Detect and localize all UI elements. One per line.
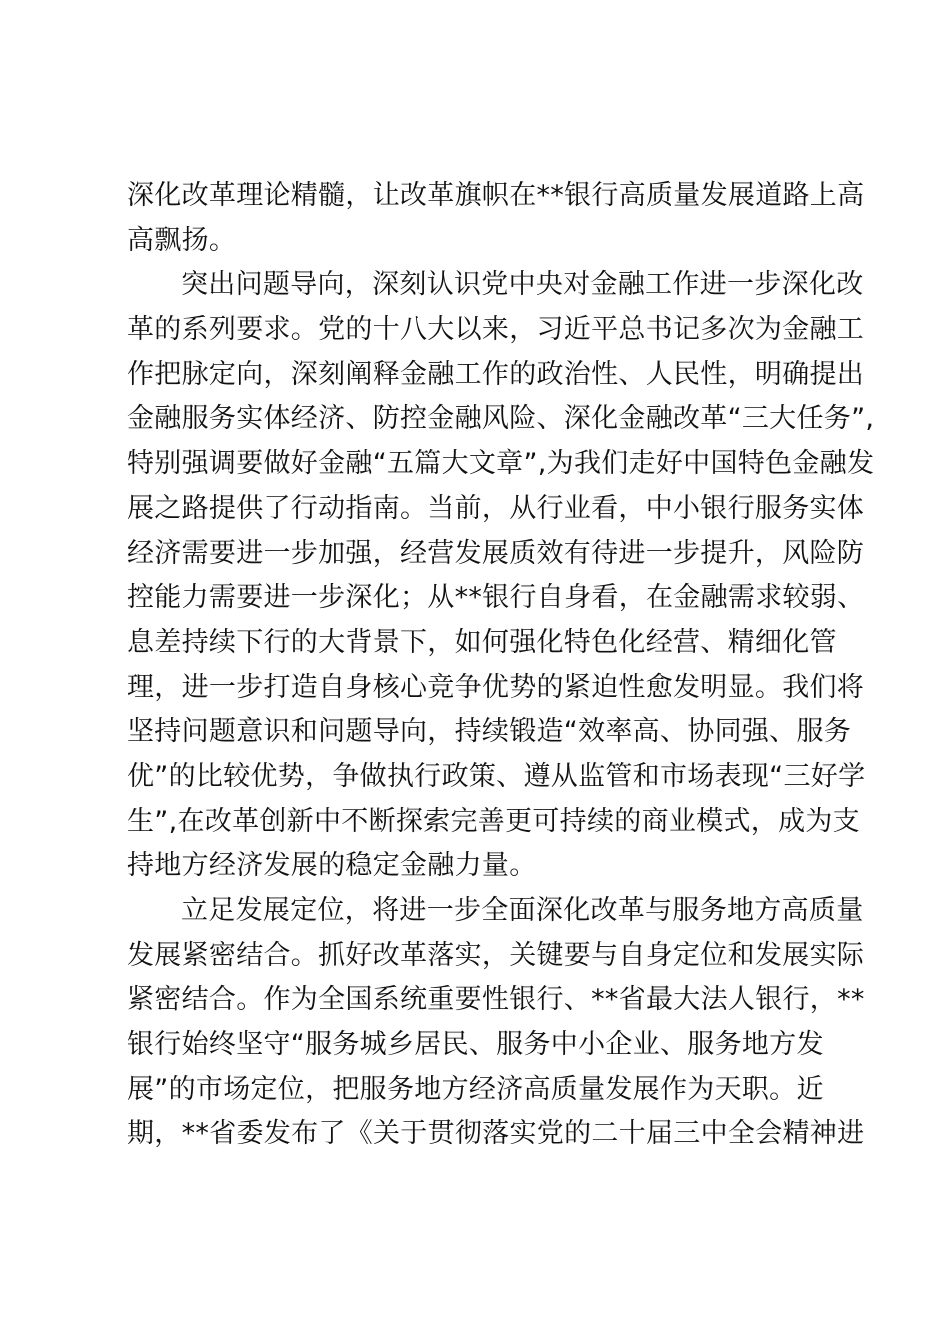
text-line: 经济需要进一步加强，经营发展质效有待进一步提升，风险防 [127, 537, 865, 569]
text-line: 深化改革理论精髓，让改革旗帜在**银行高质量发展道路上高 [127, 180, 865, 211]
text-line: 银行始终坚守“服务城乡居民、服务中小企业、服务地方发 [127, 1029, 824, 1061]
text-line: 控能力需要进一步深化；从**银行自身看，在金融需求较弱、 [127, 582, 865, 614]
text-line: 理，进一步打造自身核心竞争优势的紧迫性愈发明显。我们将 [127, 671, 865, 703]
text-line: 坚持问题意识和问题导向，持续锻造“效率高、协同强、服务 [127, 716, 852, 748]
text-line: 展”的市场定位，把服务地方经济高质量发展作为天职。近 [127, 1073, 824, 1105]
text-line: 高飘扬。 [127, 224, 237, 256]
text-line: 优”的比较优势，争做执行政策、遵从监管和市场表现“三好学 [127, 760, 866, 792]
text-line: 持地方经济发展的稳定金融力量。 [127, 850, 537, 882]
text-line: 革的系列要求。党的十八大以来，习近平总书记多次为金融工 [127, 314, 865, 346]
text-line: 紧密结合。作为全国系统重要性银行、**省最大法人银行，** [127, 984, 865, 1016]
text-line: 期，**省委发布了《关于贯彻落实党的二十届三中全会精神进 [127, 1118, 865, 1150]
paragraph-start-line: 突出问题导向，深刻认识党中央对金融工作进一步深化改 [181, 269, 864, 301]
body-text [127, 174, 875, 1157]
text-line: 展之路提供了行动指南。当前，从行业看，中小银行服务实体 [127, 492, 865, 524]
text-line: 发展紧密结合。抓好改革落实，关键要与自身定位和发展实际 [127, 939, 865, 971]
text-line: 金融服务实体经济、防控金融风险、深化金融改革“三大任务”, [127, 403, 875, 435]
text-line: 息差持续下行的大背景下，如何强化特色化经营、精细化管 [127, 626, 837, 658]
text-line: 生”,在改革创新中不断探索完善更可持续的商业模式，成为支 [127, 805, 860, 837]
paragraph-start-line: 立足发展定位，将进一步全面深化改革与服务地方高质量 [181, 895, 864, 926]
text-line: 特别强调要做好金融“五篇大文章”,为我们走好中国特色金融发 [127, 448, 875, 480]
text-line: 作把脉定向，深刻阐释金融工作的政治性、人民性，明确提出 [127, 358, 865, 390]
